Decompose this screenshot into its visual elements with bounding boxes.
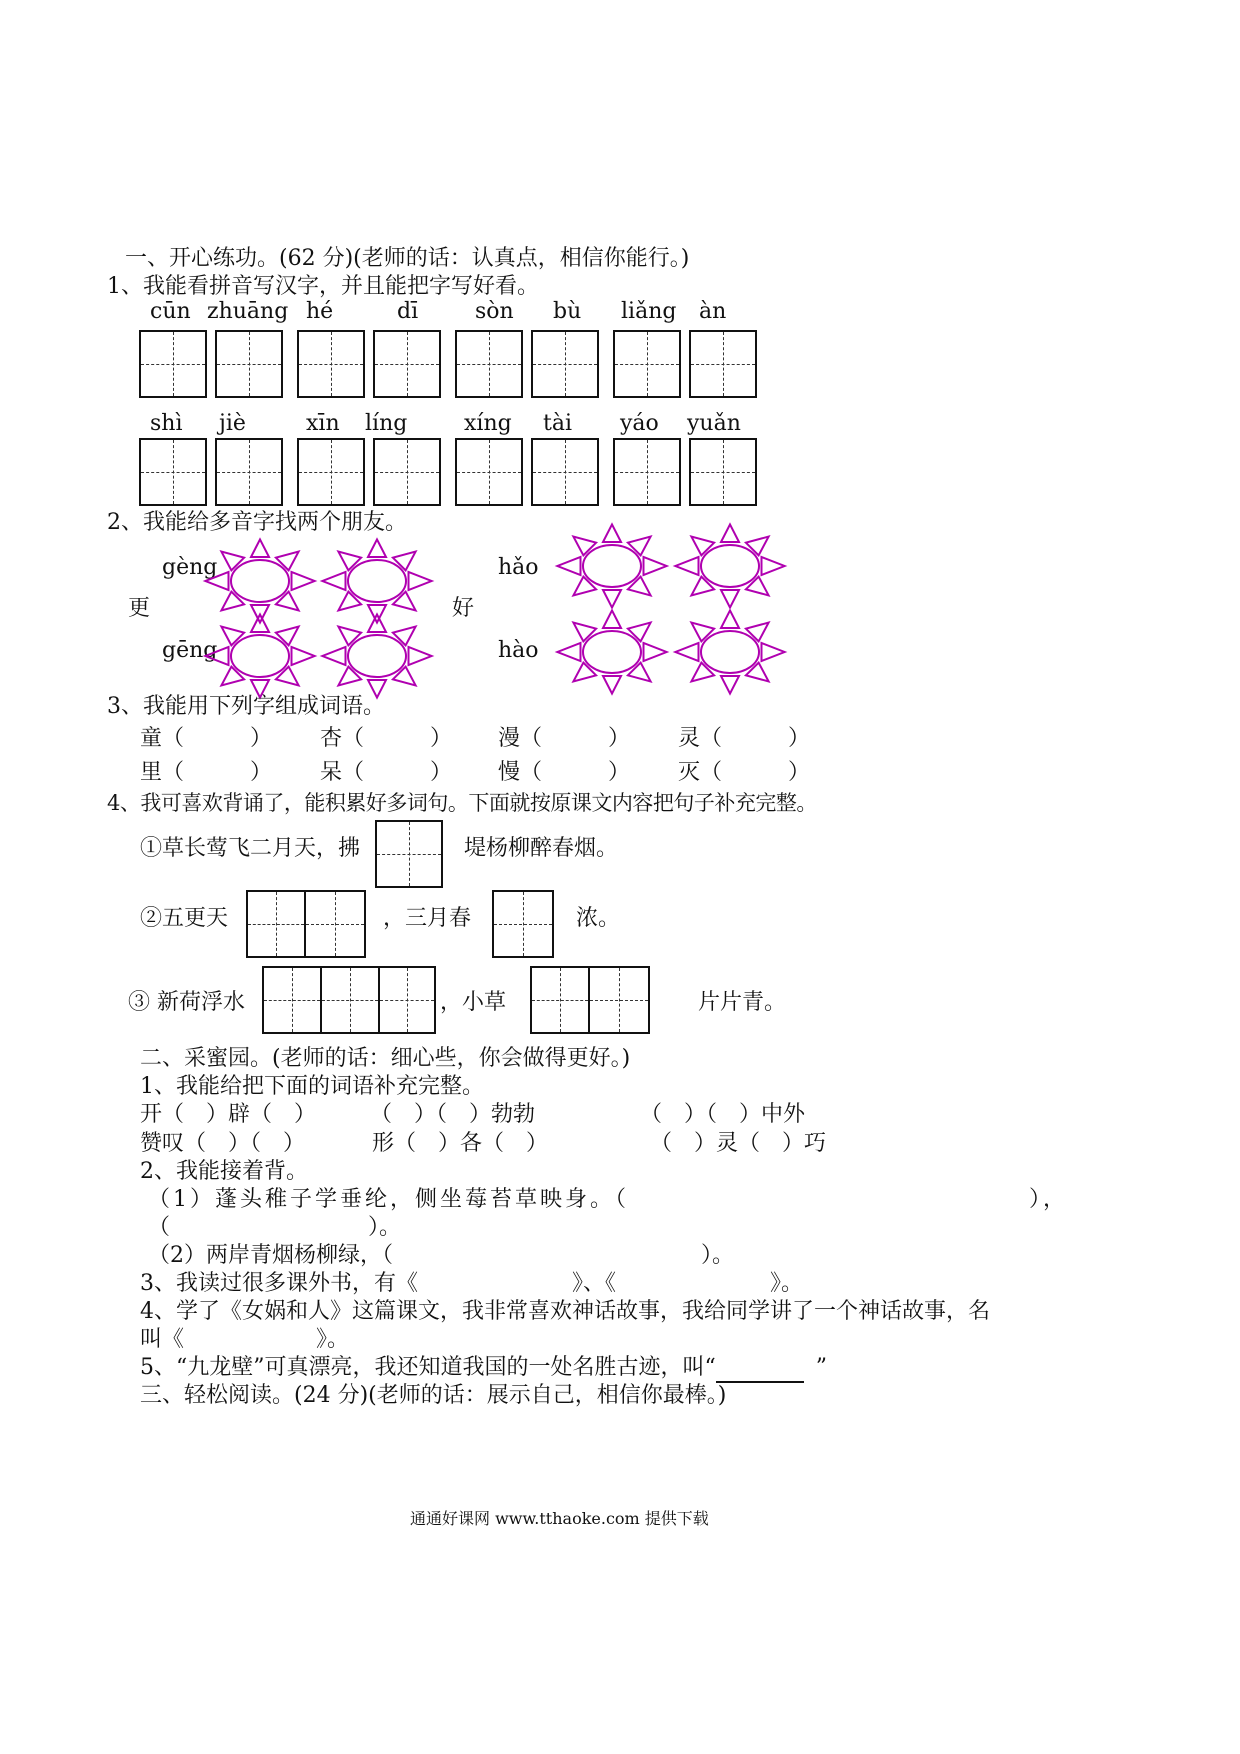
s2-q5-close: ” — [815, 1355, 827, 1380]
poem-text: 堤杨柳醉春烟。 — [464, 836, 619, 861]
poem-text: 浓。 — [576, 906, 621, 931]
sun-ray — [322, 647, 345, 665]
writing-box[interactable] — [139, 438, 207, 506]
q4-label: 4、我可喜欢背诵了，能积累好多词句。下面就按原课文内容把句子补充完整。 — [107, 791, 817, 815]
sun-ray — [691, 577, 714, 596]
sun-ray — [251, 614, 269, 632]
polyphonic-char: 好 — [452, 596, 475, 621]
sun-center — [231, 635, 289, 677]
writing-box[interactable] — [689, 438, 757, 506]
pinyin: gèng — [162, 555, 218, 580]
writing-box[interactable] — [590, 968, 648, 1032]
sun-center — [348, 560, 406, 602]
sun-ray — [409, 572, 432, 590]
sun-ray — [292, 647, 315, 665]
writing-box[interactable] — [373, 438, 441, 506]
sun-ray — [628, 537, 651, 556]
sun-ray — [338, 552, 361, 571]
sun-center — [583, 631, 641, 673]
sun-ray — [762, 557, 785, 575]
pinyin: líng — [365, 411, 408, 436]
sun-ray — [409, 647, 432, 665]
pinyin: cūn — [150, 299, 191, 324]
sun-ray — [393, 552, 416, 571]
q3-label: 3、我能用下列字组成词语。 — [107, 694, 385, 719]
sun-ray — [573, 663, 596, 682]
sun-ray — [721, 676, 739, 694]
sun-ray — [691, 663, 714, 682]
sun-ray — [276, 592, 299, 611]
idiom-blank[interactable]: 形（ ）各（ ） — [372, 1131, 549, 1156]
sun-center — [231, 560, 289, 602]
pinyin: hǎo — [498, 555, 539, 580]
sun-ray — [368, 539, 386, 557]
s2-q4: 4、学了《女娲和人》这篇课文，我非常喜欢神话故事，我给同学讲了一个神话故事，名 — [140, 1299, 990, 1324]
sun-ray — [746, 537, 769, 556]
writing-grid-group — [455, 330, 607, 398]
sun-ray — [292, 572, 315, 590]
sun-ray — [276, 627, 299, 646]
s2-q3[interactable]: 3、我读过很多课外书，有《 》、《 》。 — [140, 1271, 803, 1296]
sun-center — [583, 545, 641, 587]
writing-grid-group — [297, 330, 449, 398]
sun-answer-bubble[interactable] — [552, 608, 672, 696]
idiom-blank[interactable]: （ ）（ ）中外 — [640, 1102, 806, 1127]
idiom-blank[interactable]: （ ）（ ）勃勃 — [370, 1102, 536, 1127]
pinyin: xíng — [464, 411, 512, 436]
idiom-blank[interactable]: 赞叹（ ）（ ） — [140, 1131, 306, 1156]
answer-underline[interactable] — [716, 1361, 804, 1383]
s2-q2-label: 2、我能接着背。 — [140, 1159, 308, 1184]
writing-box[interactable] — [689, 330, 757, 398]
writing-box[interactable] — [215, 330, 283, 398]
pinyin: gēng — [162, 638, 218, 663]
word-blank[interactable]: 灵（ ） — [678, 726, 811, 751]
pinyin: yáo — [620, 411, 659, 436]
word-blank[interactable]: 杏（ ） — [320, 726, 453, 751]
writing-grid-group — [613, 438, 765, 506]
q1-label: 1、我能看拼音写汉字，并且能把字写好看。 — [107, 274, 539, 299]
writing-box[interactable] — [297, 438, 365, 506]
sun-ray — [251, 539, 269, 557]
sun-ray — [205, 572, 228, 590]
sun-ray — [573, 577, 596, 596]
sun-ray — [746, 623, 769, 642]
sun-ray — [628, 577, 651, 596]
sun-answer-bubble[interactable] — [200, 612, 320, 700]
writing-box[interactable] — [380, 968, 434, 1032]
recite-line[interactable]: （2）两岸青烟杨柳绿，（ ）。 — [148, 1243, 734, 1268]
writing-box[interactable] — [613, 330, 681, 398]
writing-grid-group — [613, 330, 765, 398]
sun-ray — [276, 667, 299, 686]
sun-ray — [393, 667, 416, 686]
poem-text: ①草长莺飞二月天，拂 — [140, 836, 361, 861]
sun-ray — [603, 676, 621, 694]
pinyin: shì — [150, 411, 183, 436]
sun-answer-bubble[interactable] — [670, 522, 790, 610]
sun-ray — [762, 643, 785, 661]
sun-ray — [644, 557, 667, 575]
sun-ray — [721, 524, 739, 542]
writing-box[interactable] — [613, 438, 681, 506]
section2-title: 二、采蜜园。(老师的话：细心些，你会做得更好。) — [140, 1046, 631, 1071]
writing-box[interactable] — [248, 892, 306, 956]
poem-text: 片片青。 — [698, 990, 787, 1015]
writing-box[interactable] — [531, 438, 599, 506]
sun-answer-bubble[interactable] — [317, 612, 437, 700]
pinyin: hé — [306, 299, 334, 324]
word-blank[interactable]: 漫（ ） — [498, 726, 631, 751]
writing-grid-group — [139, 330, 291, 398]
s2-q5-text: 5、“九龙壁”可真漂亮，我还知道我国的一处名胜古迹，叫“ — [140, 1355, 716, 1380]
poem-text: ②五更天 — [140, 906, 229, 931]
sun-ray — [746, 663, 769, 682]
sun-ray — [557, 557, 580, 575]
section3-title: 三、轻松阅读。(24 分)(老师的话：展示自己，相信你最棒。) — [140, 1383, 727, 1408]
sun-ray — [675, 557, 698, 575]
writing-box[interactable] — [306, 892, 364, 956]
sun-ray — [746, 577, 769, 596]
writing-box[interactable] — [377, 822, 441, 886]
poem-answer-grid — [492, 890, 554, 958]
writing-grid-group — [139, 438, 291, 506]
writing-box[interactable] — [494, 892, 552, 956]
word-blank[interactable]: 童（ ） — [140, 726, 273, 751]
sun-ray — [628, 623, 651, 642]
sun-ray — [573, 623, 596, 642]
sun-ray — [691, 623, 714, 642]
writing-box[interactable] — [322, 968, 380, 1032]
pinyin: xīn — [306, 411, 340, 436]
sun-ray — [393, 627, 416, 646]
poem-text: ，三月春 — [383, 906, 472, 931]
sun-ray — [721, 590, 739, 608]
writing-grid-group — [455, 438, 607, 506]
writing-grid-group — [297, 438, 449, 506]
sun-ray — [628, 663, 651, 682]
poem-text: ③ 新荷浮水 — [128, 990, 245, 1015]
footer-credit: 通通好课网 www.tthaoke.com 提供下载 — [410, 1509, 709, 1528]
sun-ray — [603, 610, 621, 628]
poem-text: ，小草 — [440, 990, 507, 1015]
recite-line[interactable]: （ ）。 — [148, 1215, 402, 1240]
sun-center — [701, 545, 759, 587]
poem-answer-grid — [246, 890, 366, 958]
sun-center — [701, 631, 759, 673]
sun-ray — [603, 590, 621, 608]
section1-title: 一、开心练功。(62 分)(老师的话：认真点，相信你能行。) — [125, 246, 690, 271]
polyphonic-char: 更 — [128, 596, 151, 621]
sun-answer-bubble[interactable] — [670, 608, 790, 696]
sun-ray — [221, 667, 244, 686]
sun-ray — [276, 552, 299, 571]
recite-line[interactable]: （1）蓬头稚子学垂纶，侧坐莓苔草映身。（ ）， — [148, 1187, 1068, 1212]
sun-ray — [221, 592, 244, 611]
writing-box[interactable] — [532, 968, 590, 1032]
sun-ray — [675, 643, 698, 661]
sun-center — [348, 635, 406, 677]
word-blank[interactable]: 呆（ ） — [320, 760, 453, 785]
idiom-blank[interactable]: （ ）灵（ ）巧 — [650, 1131, 827, 1156]
sun-answer-bubble[interactable] — [552, 522, 672, 610]
poem-answer-grid — [530, 966, 650, 1034]
sun-ray — [393, 592, 416, 611]
writing-box[interactable] — [139, 330, 207, 398]
pinyin: àn — [699, 299, 727, 324]
writing-box[interactable] — [455, 330, 523, 398]
pinyin: zhuāng — [207, 299, 289, 324]
writing-box[interactable] — [215, 438, 283, 506]
poem-answer-grid — [375, 820, 443, 888]
sun-ray — [338, 627, 361, 646]
word-blank[interactable]: 里（ ） — [140, 760, 273, 785]
pinyin: tài — [543, 411, 572, 436]
sun-ray — [322, 572, 345, 590]
writing-box[interactable] — [531, 330, 599, 398]
s2-q4-blank[interactable]: 叫《 》。 — [140, 1327, 350, 1352]
pinyin: yuǎn — [687, 411, 741, 436]
sun-ray — [691, 537, 714, 556]
sun-ray — [603, 524, 621, 542]
pinyin: liǎng — [621, 299, 677, 324]
writing-box[interactable] — [264, 968, 322, 1032]
writing-box[interactable] — [297, 330, 365, 398]
sun-ray — [338, 592, 361, 611]
sun-ray — [573, 537, 596, 556]
pinyin: jiè — [219, 411, 246, 436]
sun-ray — [368, 614, 386, 632]
sun-ray — [721, 610, 739, 628]
pinyin: sòn — [475, 299, 514, 324]
idiom-blank[interactable]: 开（ ）辟（ ） — [140, 1102, 317, 1127]
pinyin: bù — [553, 299, 582, 324]
s2-q1-label: 1、我能给把下面的词语补充完整。 — [140, 1074, 484, 1099]
s2-q5[interactable] — [140, 1353, 827, 1383]
word-blank[interactable]: 慢（ ） — [498, 760, 631, 785]
q2-label: 2、我能给多音字找两个朋友。 — [107, 510, 407, 535]
word-blank[interactable]: 灭（ ） — [678, 760, 811, 785]
sun-ray — [557, 643, 580, 661]
writing-box[interactable] — [373, 330, 441, 398]
poem-answer-grid — [262, 966, 436, 1034]
pinyin: dī — [397, 299, 419, 324]
sun-ray — [205, 647, 228, 665]
sun-ray — [221, 552, 244, 571]
sun-ray — [221, 627, 244, 646]
writing-box[interactable] — [455, 438, 523, 506]
sun-ray — [644, 643, 667, 661]
pinyin: hào — [498, 638, 539, 663]
sun-ray — [338, 667, 361, 686]
